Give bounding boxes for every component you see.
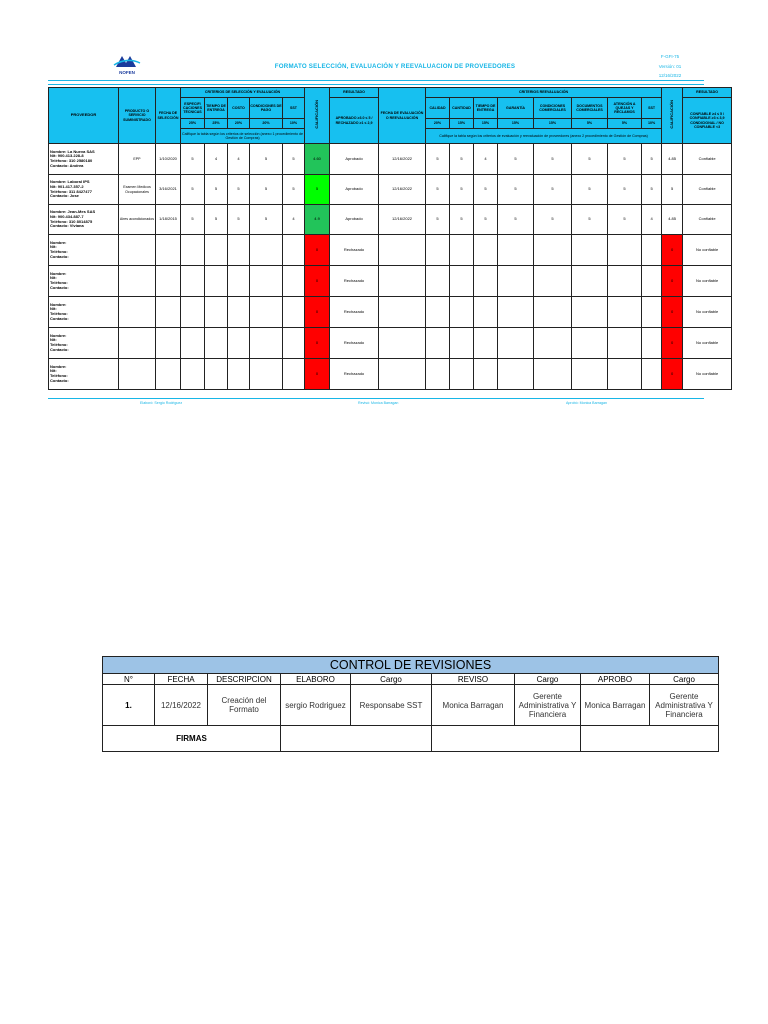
supplier-info-cell bbox=[49, 235, 119, 266]
supplier-info-line: Teléfono: 310 8014875 bbox=[50, 218, 93, 224]
evaluation-score-cell: 5 bbox=[426, 175, 450, 205]
revision-control-table bbox=[102, 656, 719, 752]
weight-cell: 5% bbox=[572, 119, 608, 129]
evaluation-grade-cell: 0 bbox=[662, 297, 683, 328]
product-cell: Aires acondicionados bbox=[119, 205, 156, 235]
evaluation-score-cell: 5 bbox=[498, 205, 534, 235]
evaluation-grade-cell: 4.85 bbox=[662, 144, 683, 175]
signature-elaboro: Elaboró: Sergio Rodriguez bbox=[140, 401, 183, 405]
header-eval-criterion: ATENCIÓN A QUEJAS Y RECLAMOS bbox=[608, 98, 642, 119]
selection-score-cell: 5 bbox=[250, 205, 283, 235]
selection-score-cell: 5 bbox=[283, 175, 305, 205]
supplier-info-line: Teléfono: 310 2580180 bbox=[50, 158, 93, 163]
selection-date-cell bbox=[156, 266, 181, 297]
evaluation-score-cell bbox=[534, 297, 572, 328]
evaluation-result-cell: Confiable bbox=[683, 205, 732, 235]
weight-cell: 15% bbox=[474, 119, 498, 129]
header-calificacion-label: CALIFICACIÓN bbox=[313, 100, 319, 130]
selection-score-cell bbox=[181, 297, 205, 328]
company-logo bbox=[112, 53, 142, 75]
selection-result-cell: Rechazado bbox=[330, 235, 379, 266]
evaluation-date-cell: 12/16/2022 bbox=[379, 175, 426, 205]
selection-grade-cell: 0 bbox=[305, 235, 330, 266]
selection-score-cell bbox=[228, 328, 250, 359]
evaluation-score-cell bbox=[474, 328, 498, 359]
selection-result-cell: Aprobado bbox=[330, 205, 379, 235]
revision-reviso-cargo: Gerente Administrativa Y Financiera bbox=[515, 685, 581, 726]
supplier-info-cell bbox=[49, 205, 119, 235]
signature-aprobo: Aprobó: Monica Barragan bbox=[566, 401, 607, 405]
evaluation-result-cell: No confiable bbox=[683, 266, 732, 297]
supplier-info-line: Nit: 900.413.228-8 bbox=[50, 153, 84, 159]
weight-cell: 15% bbox=[498, 119, 534, 129]
selection-score-cell bbox=[181, 266, 205, 297]
header-sel-criterion: ESPECIFI CACIONES TÉCNICAS bbox=[181, 98, 205, 119]
evaluation-score-cell: 5 bbox=[426, 205, 450, 235]
evaluation-score-cell bbox=[450, 328, 474, 359]
evaluation-score-cell: 5 bbox=[608, 175, 642, 205]
header-fecha-seleccion: FECHA DE SELECCIÓN bbox=[156, 88, 181, 144]
header-eval-criterion: DOCUMENTOS COMERCIALES bbox=[572, 98, 608, 119]
product-cell: EPP bbox=[119, 144, 156, 175]
evaluation-grade-cell: 0 bbox=[662, 266, 683, 297]
header-eval-criterion: CANTIDAD bbox=[450, 98, 474, 119]
revision-description: Creación del Formato bbox=[208, 685, 281, 726]
firma-reviso-cell bbox=[432, 726, 581, 752]
header-eval-criterion: GARANTÍA bbox=[498, 98, 534, 119]
selection-score-cell: 5 bbox=[283, 144, 305, 175]
evaluation-result-cell: Confiable bbox=[683, 144, 732, 175]
product-cell bbox=[119, 359, 156, 390]
supplier-info-line: Nombre: La Nueva SAS bbox=[50, 148, 95, 154]
supplier-row bbox=[49, 266, 732, 297]
evaluation-note: Califique la tabla según los criterios de evaluación y reevaluación de proveedores (anexo 2 procedimiento de Gestión de Compras) bbox=[426, 129, 662, 144]
supplier-info-line: Contacto: bbox=[50, 377, 69, 383]
evaluation-score-cell: 5 bbox=[474, 205, 498, 235]
selection-score-cell: 5 bbox=[205, 175, 228, 205]
revision-header: Cargo bbox=[515, 674, 581, 685]
selection-score-cell bbox=[250, 328, 283, 359]
selection-score-cell bbox=[181, 328, 205, 359]
evaluation-score-cell: 5 bbox=[534, 144, 572, 175]
header-resultado: RESULTADO bbox=[330, 88, 379, 98]
evaluation-result-cell: No confiable bbox=[683, 297, 732, 328]
selection-grade-cell: 4.9 bbox=[305, 205, 330, 235]
revision-title: CONTROL DE REVISIONES bbox=[103, 657, 719, 674]
selection-score-cell: 4 bbox=[228, 144, 250, 175]
selection-score-cell bbox=[205, 297, 228, 328]
supplier-info-line: Teléfono: bbox=[50, 311, 68, 316]
supplier-info-line: Nit: 901.417.357-2 bbox=[50, 183, 84, 189]
selection-result-cell: Aprobado bbox=[330, 175, 379, 205]
supplier-info-line: Nit: bbox=[50, 337, 57, 343]
supplier-info-line: Contacto: bbox=[50, 346, 69, 352]
evaluation-result-cell: Confiable bbox=[683, 175, 732, 205]
selection-score-cell: 5 bbox=[205, 205, 228, 235]
selection-score-cell bbox=[181, 235, 205, 266]
evaluation-score-cell bbox=[498, 235, 534, 266]
evaluation-score-cell bbox=[426, 235, 450, 266]
evaluation-score-cell bbox=[474, 359, 498, 390]
evaluation-score-cell bbox=[534, 266, 572, 297]
selection-grade-cell: 4.60 bbox=[305, 144, 330, 175]
evaluation-score-cell: 5 bbox=[498, 175, 534, 205]
selection-date-cell bbox=[156, 359, 181, 390]
revision-date: 12/16/2022 bbox=[155, 685, 208, 726]
product-cell bbox=[119, 235, 156, 266]
selection-date-cell: 1/10/2020 bbox=[156, 144, 181, 175]
selection-result-cell: Aprobado bbox=[330, 144, 379, 175]
header-producto: PRODUCTO O SERVICIO SUMINISTRADO bbox=[119, 88, 156, 144]
evaluation-score-cell: 5 bbox=[474, 175, 498, 205]
selection-score-cell bbox=[250, 235, 283, 266]
supplier-info-line: Teléfono: bbox=[50, 280, 68, 285]
evaluation-date-cell bbox=[379, 266, 426, 297]
revision-header: ELABORO bbox=[281, 674, 351, 685]
evaluation-score-cell bbox=[474, 297, 498, 328]
supplier-info-line: Contacto: bbox=[50, 253, 69, 259]
evaluation-score-cell bbox=[608, 266, 642, 297]
supplier-info-cell bbox=[49, 266, 119, 297]
weight-cell: 15% bbox=[450, 119, 474, 129]
supplier-info-line: Nit: bbox=[50, 275, 57, 281]
header-sel-criterion: CONDICIONES DE PAGO bbox=[250, 98, 283, 119]
evaluation-score-cell: 5 bbox=[450, 205, 474, 235]
selection-grade-cell: 0 bbox=[305, 328, 330, 359]
selection-grade-cell: 5 bbox=[305, 175, 330, 205]
supplier-row bbox=[49, 328, 732, 359]
evaluation-score-cell bbox=[450, 235, 474, 266]
selection-score-cell bbox=[228, 235, 250, 266]
evaluation-score-cell: 5 bbox=[498, 144, 534, 175]
evaluation-result-cell: No confiable bbox=[683, 328, 732, 359]
selection-score-cell bbox=[250, 297, 283, 328]
selection-grade-cell: 0 bbox=[305, 266, 330, 297]
weight-cell: 20% bbox=[228, 119, 250, 129]
evaluation-score-cell bbox=[608, 297, 642, 328]
supplier-info-line: Teléfono: bbox=[50, 342, 68, 347]
header-fecha-evaluacion: FECHA DE EVALUACIÓN O REEVALUACIÓN bbox=[379, 88, 426, 144]
selection-score-cell: 5 bbox=[228, 205, 250, 235]
evaluation-score-cell bbox=[572, 328, 608, 359]
selection-result-cell: Rechazado bbox=[330, 328, 379, 359]
evaluation-score-cell: 5 bbox=[642, 175, 662, 205]
supplier-info-line: Teléfono: bbox=[50, 249, 68, 254]
supplier-row bbox=[49, 359, 732, 390]
header-resultado-2: RESULTADO bbox=[683, 88, 732, 98]
evaluation-date-cell: 12/16/2022 bbox=[379, 205, 426, 235]
product-cell bbox=[119, 328, 156, 359]
evaluation-score-cell bbox=[642, 266, 662, 297]
firma-aprobo-cell bbox=[581, 726, 719, 752]
supplier-row bbox=[49, 144, 732, 175]
evaluation-score-cell bbox=[608, 235, 642, 266]
selection-result-cell: Rechazado bbox=[330, 266, 379, 297]
header-resultado2-rule: CONFIABLE ≥4 ≤ 5 / CONFIABLE ≥3 ≤ 3,9 CONDICIONAL / NO CONFIABLE <3 bbox=[683, 98, 732, 144]
supplier-row bbox=[49, 205, 732, 235]
supplier-info-line: Nombre: bbox=[50, 301, 67, 307]
evaluation-date-cell bbox=[379, 328, 426, 359]
header-eval-criterion: TIEMPO DE ENTREGA bbox=[474, 98, 498, 119]
selection-result-cell: Rechazado bbox=[330, 359, 379, 390]
evaluation-score-cell bbox=[474, 235, 498, 266]
header-sel-criterion: COSTO bbox=[228, 98, 250, 119]
supplier-evaluation-table bbox=[48, 87, 732, 390]
evaluation-score-cell: 5 bbox=[426, 144, 450, 175]
selection-score-cell: 4 bbox=[205, 144, 228, 175]
evaluation-score-cell bbox=[474, 266, 498, 297]
revision-elaboro-cargo: Responsabe SST bbox=[351, 685, 432, 726]
selection-note: Califique la tabla según los criterios de selección (anexo 1 procedimiento de Gestión de Compras) bbox=[181, 129, 305, 144]
evaluation-score-cell bbox=[608, 359, 642, 390]
supplier-info-line: Contacto: bbox=[50, 284, 69, 290]
revision-header: APROBO bbox=[581, 674, 650, 685]
evaluation-score-cell: 5 bbox=[642, 144, 662, 175]
evaluation-score-cell bbox=[572, 297, 608, 328]
evaluation-score-cell: 5 bbox=[450, 144, 474, 175]
supplier-row bbox=[49, 297, 732, 328]
signature-reviso: Revisó: Monica Barragan bbox=[358, 401, 399, 405]
supplier-row bbox=[49, 175, 732, 205]
supplier-info-line: Contacto: Viviana bbox=[50, 223, 84, 229]
evaluation-score-cell bbox=[426, 266, 450, 297]
document-title: FORMATO SELECCIÓN, EVALUACIÓN Y REEVALUACION DE PROVEEDORES bbox=[274, 63, 516, 70]
evaluation-score-cell: 5 bbox=[534, 205, 572, 235]
selection-score-cell bbox=[205, 359, 228, 390]
header-sel-criterion: SST bbox=[283, 98, 305, 119]
header-divider bbox=[48, 80, 704, 81]
evaluation-score-cell bbox=[534, 359, 572, 390]
evaluation-score-cell bbox=[572, 359, 608, 390]
header-divider-2 bbox=[48, 84, 704, 85]
supplier-info-cell bbox=[49, 297, 119, 328]
header-eval-criterion: CALIDAD bbox=[426, 98, 450, 119]
supplier-info-line: Nombre: bbox=[50, 270, 67, 276]
revision-header: Cargo bbox=[351, 674, 432, 685]
evaluation-date-cell bbox=[379, 235, 426, 266]
header-eval-criterion: SST bbox=[642, 98, 662, 119]
selection-score-cell bbox=[283, 359, 305, 390]
selection-score-cell bbox=[228, 297, 250, 328]
supplier-info-line: Contacto: Andrea bbox=[50, 162, 84, 168]
firmas-label: FIRMAS bbox=[103, 726, 281, 752]
selection-score-cell: 4 bbox=[283, 205, 305, 235]
firma-elaboro-cell bbox=[281, 726, 432, 752]
signature-divider bbox=[48, 398, 704, 399]
supplier-info-line: Nombre: bbox=[50, 363, 67, 369]
evaluation-score-cell: 5 bbox=[608, 205, 642, 235]
evaluation-score-cell bbox=[498, 266, 534, 297]
supplier-info-line: Nombre: bbox=[50, 332, 67, 338]
evaluation-score-cell bbox=[642, 297, 662, 328]
supplier-info-line: Nit: bbox=[50, 306, 57, 312]
evaluation-score-cell: 5 bbox=[572, 175, 608, 205]
selection-score-cell bbox=[228, 266, 250, 297]
supplier-info-line: Nit: bbox=[50, 368, 57, 374]
supplier-row bbox=[49, 235, 732, 266]
supplier-info-line: Teléfono: bbox=[50, 373, 68, 378]
revision-header: REVISO bbox=[432, 674, 515, 685]
document-version: Versión: 01 bbox=[658, 64, 682, 69]
weight-cell: 15% bbox=[534, 119, 572, 129]
selection-date-cell bbox=[156, 328, 181, 359]
evaluation-score-cell bbox=[534, 235, 572, 266]
selection-score-cell: 5 bbox=[181, 175, 205, 205]
evaluation-date-cell bbox=[379, 297, 426, 328]
supplier-info-cell bbox=[49, 144, 119, 175]
header-calificacion bbox=[305, 88, 330, 144]
document-date: 12/16/2022 bbox=[658, 73, 682, 78]
header-proveedor: PROVEEDOR bbox=[49, 88, 119, 144]
evaluation-score-cell: 5 bbox=[608, 144, 642, 175]
header-eval-criterion: CONDICIONES COMERCIALES bbox=[534, 98, 572, 119]
product-cell bbox=[119, 297, 156, 328]
selection-score-cell: 5 bbox=[228, 175, 250, 205]
evaluation-score-cell bbox=[642, 359, 662, 390]
supplier-info-line: Contacto: bbox=[50, 315, 69, 321]
revision-number: 1. bbox=[103, 685, 155, 726]
supplier-info-line: Nombre: Jean-Mes SAS bbox=[50, 209, 96, 215]
supplier-info-line: Contacto: Jose bbox=[50, 193, 79, 199]
revision-elaboro: sergio Rodriguez bbox=[281, 685, 351, 726]
revision-aprobo: Monica Barragan bbox=[581, 685, 650, 726]
revision-header: FECHA bbox=[155, 674, 208, 685]
selection-score-cell: 5 bbox=[181, 144, 205, 175]
supplier-info-line: Teléfono: 311 8427477 bbox=[50, 188, 92, 194]
supplier-info-cell bbox=[49, 359, 119, 390]
evaluation-score-cell bbox=[450, 266, 474, 297]
weight-cell: 10% bbox=[283, 119, 305, 129]
product-cell bbox=[119, 266, 156, 297]
weight-cell: 25% bbox=[181, 119, 205, 129]
selection-score-cell bbox=[228, 359, 250, 390]
revision-aprobo-cargo: Gerente Administrativa Y Financiera bbox=[650, 685, 719, 726]
selection-score-cell bbox=[181, 359, 205, 390]
selection-date-cell bbox=[156, 235, 181, 266]
selection-score-cell bbox=[283, 328, 305, 359]
evaluation-score-cell bbox=[608, 328, 642, 359]
weight-cell: 10% bbox=[642, 119, 662, 129]
evaluation-grade-cell: 0 bbox=[662, 235, 683, 266]
evaluation-score-cell: 5 bbox=[572, 205, 608, 235]
supplier-info-cell bbox=[49, 328, 119, 359]
revision-reviso: Monica Barragan bbox=[432, 685, 515, 726]
header-resultado-rule: APROBADO ≥3.0 ≤ 5 / RECHAZADO ≥1 ≤ 2,9 bbox=[330, 98, 379, 144]
evaluation-score-cell bbox=[534, 328, 572, 359]
evaluation-score-cell bbox=[426, 328, 450, 359]
selection-score-cell: 5 bbox=[250, 144, 283, 175]
supplier-info-line: Nit: bbox=[50, 244, 57, 250]
evaluation-score-cell bbox=[498, 359, 534, 390]
evaluation-date-cell bbox=[379, 359, 426, 390]
weight-cell: 5% bbox=[608, 119, 642, 129]
evaluation-score-cell: 4 bbox=[642, 205, 662, 235]
selection-date-cell bbox=[156, 297, 181, 328]
selection-grade-cell: 0 bbox=[305, 359, 330, 390]
evaluation-grade-cell: 4.85 bbox=[662, 205, 683, 235]
evaluation-grade-cell: 0 bbox=[662, 328, 683, 359]
header-sel-criterion: TIEMPO DE ENTREGA bbox=[205, 98, 228, 119]
evaluation-score-cell bbox=[498, 297, 534, 328]
evaluation-score-cell bbox=[642, 235, 662, 266]
supplier-info-cell bbox=[49, 175, 119, 205]
selection-grade-cell: 0 bbox=[305, 297, 330, 328]
evaluation-score-cell bbox=[642, 328, 662, 359]
evaluation-score-cell: 4 bbox=[474, 144, 498, 175]
supplier-info-line: Nombre: bbox=[50, 239, 67, 245]
revision-header: DESCRIPCION bbox=[208, 674, 281, 685]
header-evaluation-criteria: CRITERIOS REEVALUACIÓN bbox=[426, 88, 662, 98]
selection-score-cell bbox=[205, 266, 228, 297]
evaluation-grade-cell: 0 bbox=[662, 359, 683, 390]
evaluation-score-cell bbox=[498, 328, 534, 359]
evaluation-grade-cell: 5 bbox=[662, 175, 683, 205]
header-selection-criteria: CRITERIOS DE SELECCIÓN Y EVALUACIÓN bbox=[181, 88, 305, 98]
weight-cell: 20% bbox=[426, 119, 450, 129]
evaluation-score-cell bbox=[572, 235, 608, 266]
evaluation-score-cell bbox=[426, 297, 450, 328]
selection-score-cell bbox=[283, 266, 305, 297]
selection-score-cell: 5 bbox=[181, 205, 205, 235]
product-cell: Examen Medicos Ocupacionales bbox=[119, 175, 156, 205]
evaluation-score-cell bbox=[426, 359, 450, 390]
supplier-info-line: Nombre: Laboral IPS bbox=[50, 179, 90, 185]
evaluation-score-cell bbox=[450, 297, 474, 328]
selection-score-cell bbox=[205, 328, 228, 359]
revision-header: N° bbox=[103, 674, 155, 685]
weight-cell: 25% bbox=[205, 119, 228, 129]
evaluation-score-cell bbox=[450, 359, 474, 390]
selection-score-cell bbox=[205, 235, 228, 266]
selection-score-cell bbox=[283, 235, 305, 266]
selection-date-cell: 1/18/2015 bbox=[156, 205, 181, 235]
evaluation-score-cell: 5 bbox=[534, 175, 572, 205]
selection-score-cell bbox=[283, 297, 305, 328]
selection-score-cell bbox=[250, 266, 283, 297]
evaluation-date-cell: 12/16/2022 bbox=[379, 144, 426, 175]
evaluation-score-cell: 5 bbox=[450, 175, 474, 205]
selection-score-cell bbox=[250, 359, 283, 390]
supplier-info-line: Nit: 900.434.887-7 bbox=[50, 213, 84, 219]
selection-score-cell: 5 bbox=[250, 175, 283, 205]
evaluation-score-cell: 5 bbox=[572, 144, 608, 175]
weight-cell: 20% bbox=[250, 119, 283, 129]
revision-header: Cargo bbox=[650, 674, 719, 685]
evaluation-result-cell: No confiable bbox=[683, 235, 732, 266]
header-calificacion-2 bbox=[662, 88, 683, 144]
selection-date-cell: 3/16/2021 bbox=[156, 175, 181, 205]
document-code: F-GFI-75 bbox=[660, 54, 680, 59]
header-calificacion-2-label: CALIFICACIÓN bbox=[668, 100, 674, 130]
selection-result-cell: Rechazado bbox=[330, 297, 379, 328]
evaluation-result-cell: No confiable bbox=[683, 359, 732, 390]
evaluation-score-cell bbox=[572, 266, 608, 297]
company-logo-text: NOFEN bbox=[119, 70, 135, 75]
